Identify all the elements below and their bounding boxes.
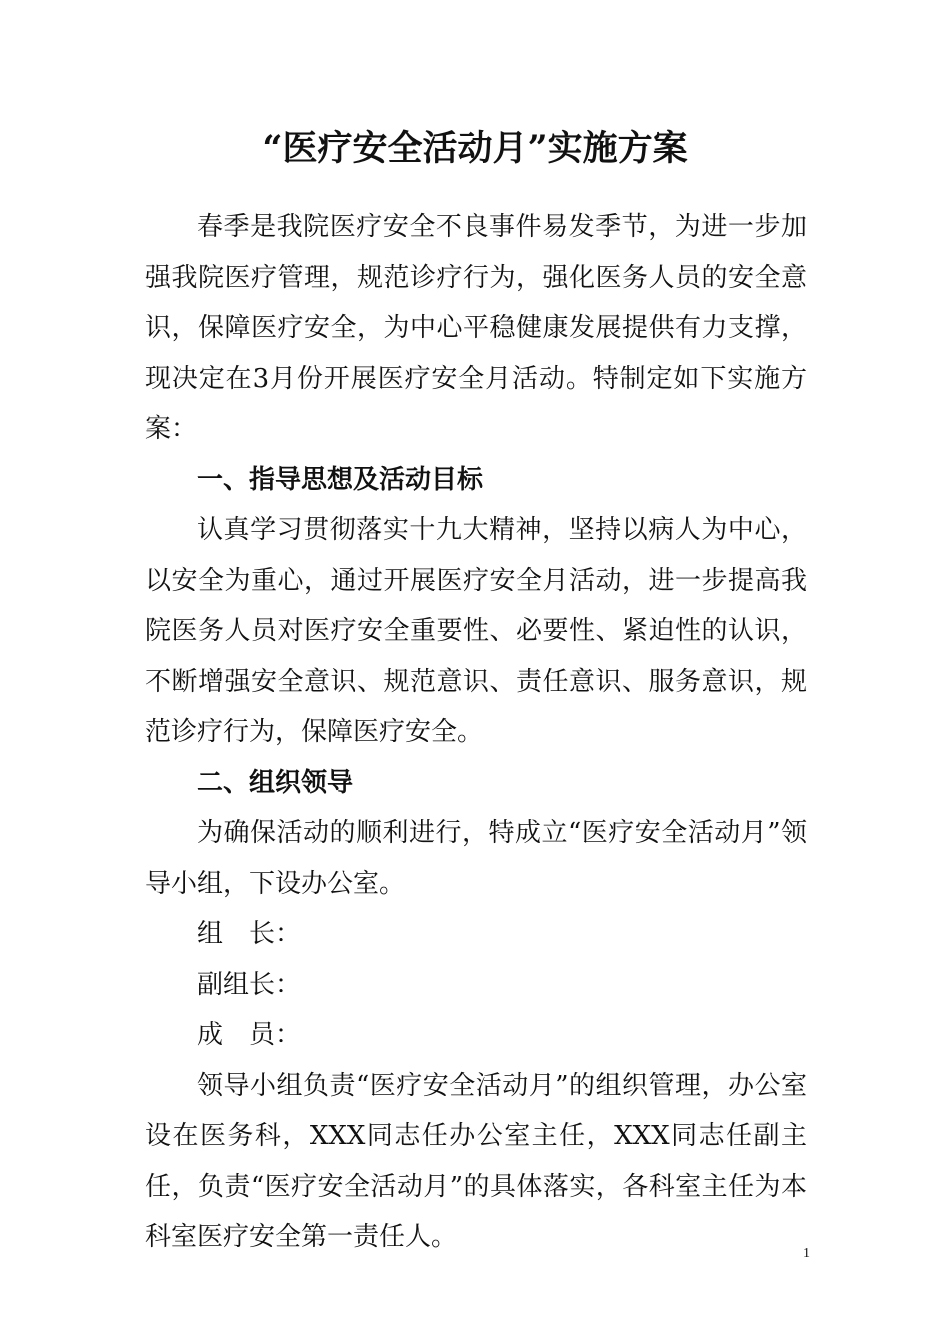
section-1-heading: 一、指导思想及活动目标: [197, 464, 484, 495]
duty-paragraph: 领导小组负责“医疗安全活动月”的组织管理，办公室设在医务科，XXX同志任办公室主任，XXX同志任副主任，负责“医疗安全活动月”的具体落实，各科室主任为本科室医疗安全第一责任人。: [145, 1070, 807, 1252]
deputy-leader-line: 副组长：: [197, 969, 302, 1000]
page-number: 1: [803, 1246, 810, 1261]
document-title: “医疗安全活动月”实施方案: [262, 128, 688, 169]
section-2-paragraph: 为确保活动的顺利进行，特成立“医疗安全活动月”领导小组，下设办公室。: [145, 818, 807, 899]
members-line: 成 员：: [197, 1020, 302, 1050]
section-2-heading: 二、组织领导: [197, 767, 354, 798]
leader-line: 组 长：: [197, 919, 302, 949]
intro-paragraph: 春季是我院医疗安全不良事件易发季节，为进一步加强我院医疗管理，规范诊疗行为，强化医务人员的安全意识，保障医疗安全，为中心平稳健康发展提供有力支撑，现决定在3月份开展医疗安全月活动。特制定如下实施方案：: [145, 212, 807, 444]
section-1-paragraph: 认真学习贯彻落实十九大精神，坚持以病人为中心，以安全为重心，通过开展医疗安全月活动，进一步提高我院医务人员对医疗安全重要性、必要性、紧迫性的认识，不断增强安全意识、规范意识、责任意识、服务意识，规范诊疗行为，保障医疗安全。: [145, 515, 807, 747]
document-body: [145, 202, 807, 1263]
